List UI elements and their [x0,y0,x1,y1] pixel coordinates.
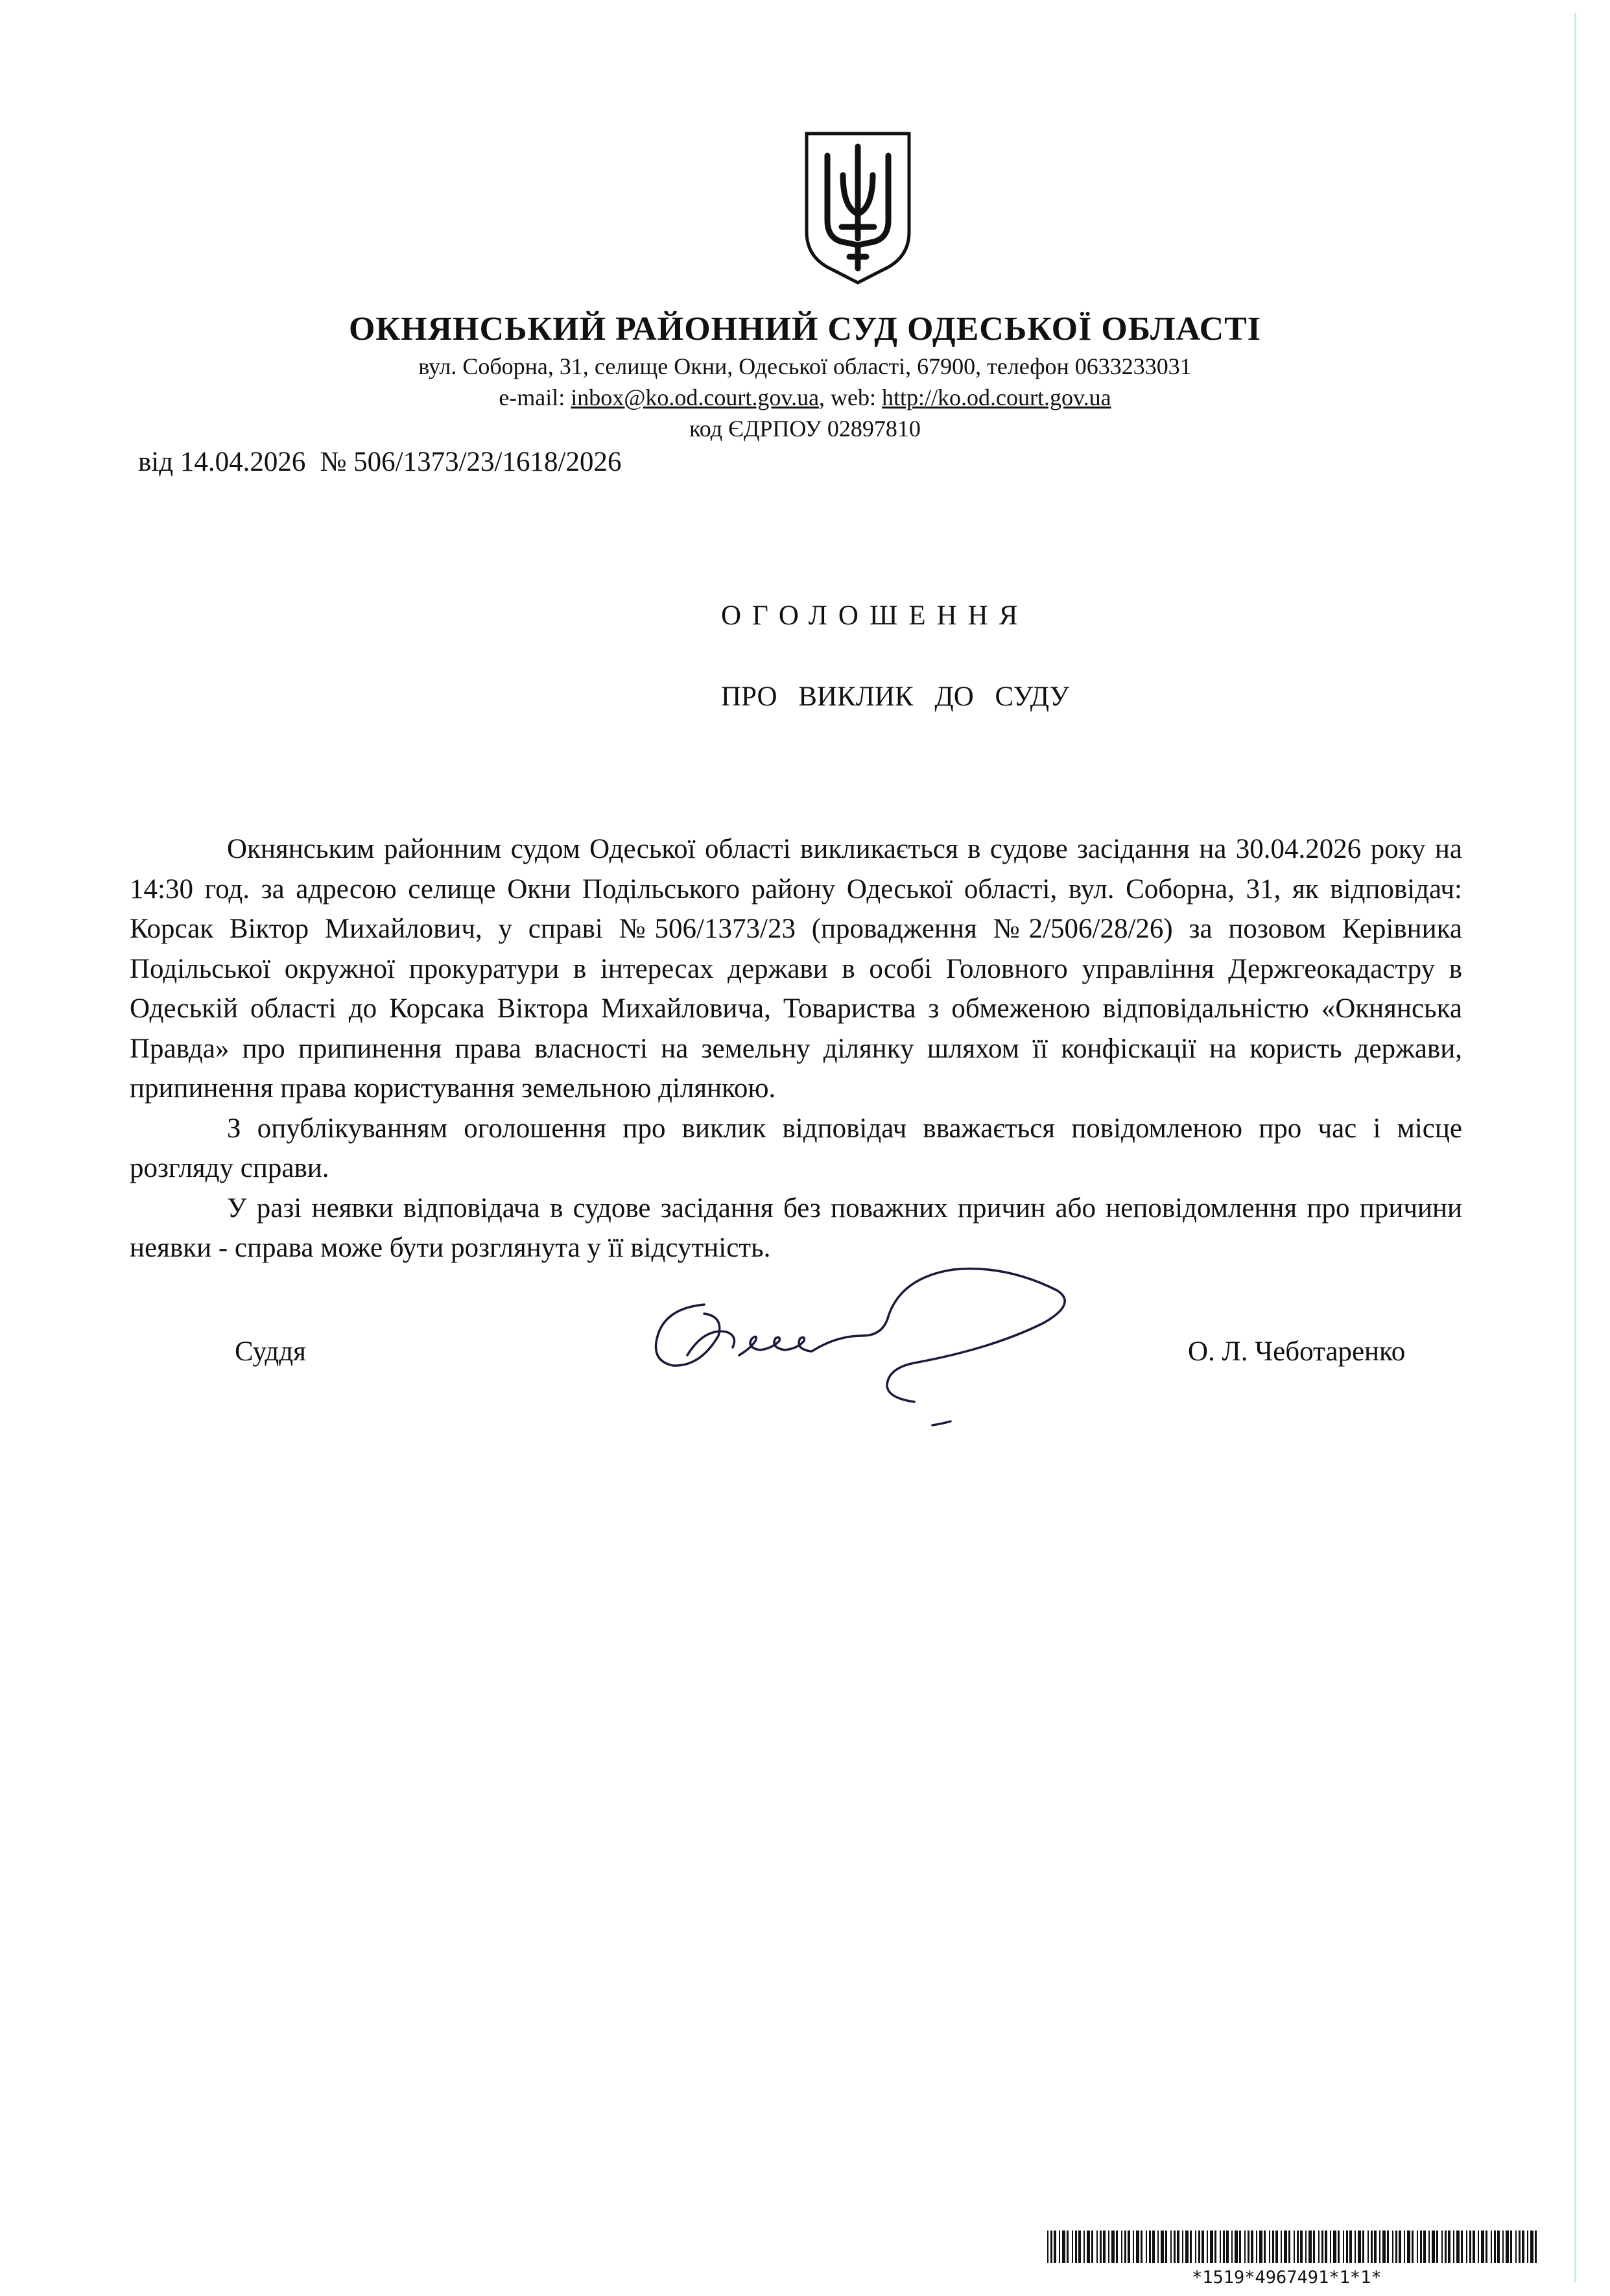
barcode-bar [1190,2231,1192,2263]
barcode-bar [1432,2231,1435,2263]
barcode-bar [1313,2231,1315,2263]
barcode-bar [1165,2231,1167,2263]
barcode-bar [1343,2231,1344,2263]
barcode-bar [1530,2231,1533,2263]
barcode-bar [1108,2231,1109,2263]
barcode-bar [1152,2231,1155,2263]
barcode-bar [1272,2231,1274,2263]
barcode-bar [1358,2231,1361,2263]
notice-subtitle: ПРО ВИКЛИК ДО СУДУ [721,681,1070,712]
barcode-bar [1182,2231,1183,2263]
barcode-bar [1091,2231,1093,2263]
barcode-bar [1116,2231,1118,2263]
barcode-bar [1387,2231,1389,2263]
barcode-bar [1349,2231,1352,2263]
web-label: , web: [819,385,882,410]
barcode-bar [1185,2231,1189,2263]
barcode-bar [1417,2231,1418,2263]
barcode-bar [1392,2231,1393,2263]
barcode-bar [1382,2231,1386,2263]
barcode-bar [1428,2231,1430,2263]
judge-name: О. Л. Чеботаренко [1188,1336,1406,1367]
barcode-bar [1075,2231,1077,2263]
barcode-bar [1281,2231,1282,2263]
barcode-bar [1318,2231,1320,2263]
barcode-bar [1294,2231,1295,2263]
barcode-bar [1174,2231,1176,2263]
barcode-bar [1244,2231,1246,2263]
barcode-bar [1161,2231,1164,2263]
barcode-bar [1333,2231,1336,2263]
barcode-bar [1170,2231,1172,2263]
barcode-bar [1078,2231,1081,2263]
barcode [1047,2231,1540,2263]
barcode-bar [1226,2231,1229,2263]
court-name: ОКНЯНСЬКИЙ РАЙОННИЙ СУД ОДЕСЬКОЇ ОБЛАСТІ [348,311,1262,348]
barcode-bar [1325,2231,1327,2263]
barcode-bar [1157,2231,1159,2263]
barcode-bar [1124,2231,1126,2263]
barcode-bar [1502,2231,1504,2263]
barcode-bar [1371,2231,1373,2263]
barcode-bar [1355,2231,1356,2263]
court-edrpou: код ЄДРПОУ 02897810 [689,416,921,442]
notice-title: ОГОЛОШЕННЯ [721,600,1029,631]
barcode-bar [1374,2231,1377,2263]
barcode-bar [1235,2231,1238,2263]
barcode-bar [1146,2231,1147,2263]
barcode-bar [1259,2231,1262,2263]
barcode-bar [1202,2231,1204,2263]
signature-role: Суддя [235,1336,306,1367]
barcode-bar [1527,2231,1528,2263]
coat-of-arms-icon [803,130,913,285]
barcode-bar [1510,2231,1512,2263]
barcode-bar [1420,2231,1422,2263]
barcode-bar [1404,2231,1405,2263]
barcode-bar [1141,2231,1142,2263]
barcode-bar [1367,2231,1369,2263]
barcode-bar [1399,2231,1401,2263]
barcode-bar [1486,2231,1487,2263]
barcode-bar [1441,2231,1443,2263]
barcode-bar [1214,2231,1216,2263]
barcode-bar [1494,2231,1496,2263]
barcode-bar [1362,2231,1364,2263]
barcode-bar [1059,2231,1060,2263]
barcode-bar [1067,2231,1069,2263]
barcode-bar [1210,2231,1213,2263]
body-paragraph-absence: У разі неявки відповідача в судове засідання без поважних причин або неповідомлення про причини неявки - справа може бути розглянута у її відсутність. [130,1192,1462,1263]
barcode-bar [1136,2231,1139,2263]
body-paragraph-publication: З опублікуванням оголошення про виклик відповідач вважається повідомленою про час і місце розгляду справи. [130,1113,1462,1183]
court-contacts [0,384,1610,411]
reference-date: від 14.04.2026 [138,447,306,477]
barcode-bar [1308,2231,1312,2263]
barcode-bar [1072,2231,1073,2263]
barcode-bar [1412,2231,1414,2263]
barcode-bar [1515,2231,1517,2263]
barcode-bar [1050,2231,1052,2263]
barcode-bar [1133,2231,1134,2263]
barcode-bar [1469,2231,1471,2263]
barcode-bar [1407,2231,1410,2263]
body-paragraph-summons: Окнянським районним судом Одеської області викликається в судове засідання на 30.04.2026 року на 14:30 год. за адресою селище Окни Подільського району Одеської області, вул. Соборна, 31, як відповідач: Корсак Віктор Михайлович, у справі №506/1373/23 (провадження №2/506/28/26) за позовом Керівника Подільської окружної прокуратури в інтересах держави в особі Головного управління Держгеокадастру в Одеській області до Корсака Віктора Михайловича, Товариства з обмеженою відповідальністю «Окнянська Правда» про припинення права власності на земельну ділянку шляхом її конфіскації на користь держави, припинення права користування земельною ділянкою. [130,834,1462,1104]
barcode-bar [1195,2231,1196,2263]
barcode-bar [1177,2231,1179,2263]
web-link[interactable]: http://ko.od.court.gov.ua [882,385,1111,410]
barcode-bar [1497,2231,1500,2263]
barcode-bar [1461,2231,1463,2263]
court-address: вул. Соборна, 31, селище Окни, Одеської області, 67900, телефон 0633233031 [418,353,1192,379]
barcode-bar [1269,2231,1270,2263]
barcode-bar [1111,2231,1115,2263]
barcode-bar [1223,2231,1225,2263]
barcode-bar [1207,2231,1208,2263]
barcode-bar [1239,2231,1241,2263]
barcode-bar [1506,2231,1509,2263]
barcode-bar [1121,2231,1122,2263]
barcode-bar [1330,2231,1331,2263]
barcode-bar [1103,2231,1106,2263]
barcode-bar [1054,2231,1056,2263]
barcode-bar [1248,2231,1249,2263]
barcode-bar [1338,2231,1340,2263]
barcode-bar [1087,2231,1090,2263]
barcode-bar [1149,2231,1151,2263]
barcode-bar [1448,2231,1450,2263]
barcode-bar [1284,2231,1287,2263]
email-link[interactable]: inbox@ko.od.court.gov.ua [571,385,820,410]
document-reference [138,446,621,478]
barcode-bar [1096,2231,1098,2263]
barcode-bar [1535,2231,1537,2263]
barcode-bar [1436,2231,1438,2263]
barcode-bar [1047,2231,1048,2263]
barcode-bar [1473,2231,1475,2263]
handwritten-signature [642,1251,1083,1439]
barcode-bar [1478,2231,1479,2263]
barcode-bar [1491,2231,1492,2263]
barcode-bar [1100,2231,1102,2263]
barcode-bar [1083,2231,1085,2263]
barcode-bar [1275,2231,1278,2263]
barcode-bar [1305,2231,1307,2263]
barcode-bar [1256,2231,1257,2263]
barcode-bar [1522,2231,1524,2263]
barcode-bar [1445,2231,1447,2263]
barcode-bar [1481,2231,1484,2263]
barcode-bar [1519,2231,1521,2263]
barcode-bar [1288,2231,1290,2263]
barcode-bar [1453,2231,1454,2263]
barcode-bar [1300,2231,1303,2263]
barcode-bar [1297,2231,1299,2263]
barcode-bar [1346,2231,1348,2263]
barcode-bar [1423,2231,1426,2263]
notice-body [130,829,1462,1268]
barcode-text: *1519*4967491*1*1* [1192,2267,1382,2288]
barcode-bar [1220,2231,1221,2263]
barcode-bar [1379,2231,1380,2263]
barcode-bar [1231,2231,1233,2263]
email-label: e-mail: [499,385,571,410]
barcode-bar [1264,2231,1266,2263]
barcode-bar [1198,2231,1200,2263]
barcode-bar [1466,2231,1467,2263]
barcode-bar [1251,2231,1253,2263]
barcode-bar [1062,2231,1065,2263]
barcode-bar [1128,2231,1130,2263]
barcode-bar [1456,2231,1460,2263]
barcode-bar [1321,2231,1323,2263]
reference-number: № 506/1373/23/1618/2026 [320,447,622,477]
barcode-bar [1395,2231,1397,2263]
